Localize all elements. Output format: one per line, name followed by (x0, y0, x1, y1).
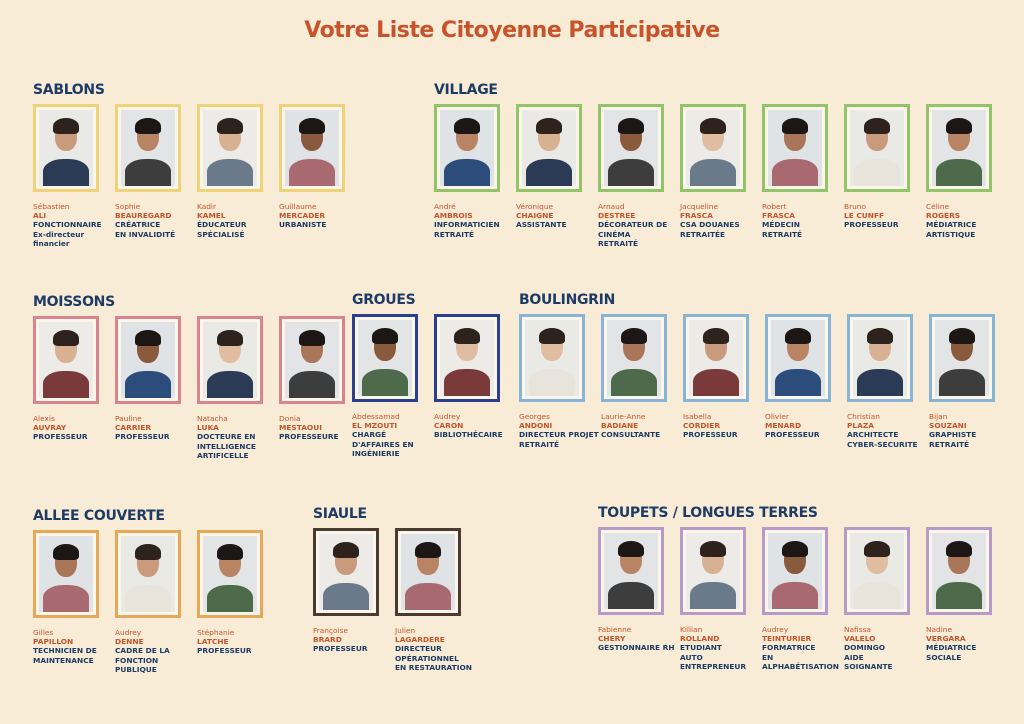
photo-frame (598, 527, 664, 615)
candidate-info (115, 414, 197, 442)
candidate-info (929, 412, 1011, 449)
occupation-line: ÉDUCATEUR (197, 220, 247, 230)
candidate-card (680, 104, 762, 248)
section-siaule (313, 506, 477, 672)
candidate-photo (285, 322, 339, 398)
candidate-photo (319, 534, 373, 610)
photo-frame (115, 530, 181, 618)
candidate-info (313, 626, 395, 654)
people-row (434, 104, 1008, 248)
candidate-photo (440, 110, 494, 186)
page-title: Votre Liste Citoyenne Participative (304, 18, 720, 43)
photo-frame (929, 314, 995, 402)
section-title: SABLONS (33, 82, 105, 98)
occupation-line: INGÉNIERIE (352, 448, 400, 458)
occupation-line: PROFESSEUR (844, 220, 899, 230)
occupation-line: financier (33, 238, 70, 248)
photo-frame (197, 530, 263, 618)
last-name: AMBROIS (434, 211, 473, 221)
photo-frame (352, 314, 418, 402)
occupation-line: URBANISTE (279, 220, 327, 230)
candidate-card (601, 314, 683, 449)
occupation-line: MÉDECIN (762, 220, 800, 230)
occupation-line: PROFESSEURE (279, 432, 339, 442)
photo-frame (765, 314, 831, 402)
first-name: Françoise (313, 626, 349, 635)
photo-frame (197, 316, 263, 404)
candidate-photo (850, 110, 904, 186)
occupation-line: AIDE (844, 652, 864, 662)
candidate-photo (203, 536, 257, 612)
candidate-info (680, 202, 762, 239)
occupation-line: INTELLIGENCE (197, 441, 256, 451)
photo-frame (926, 527, 992, 615)
occupation-line: RETRAITÉ (598, 238, 639, 248)
last-name: ROGERS (926, 211, 961, 221)
candidate-info (197, 202, 279, 239)
occupation-line: MÉDIATRICE (926, 643, 977, 653)
candidate-info (762, 202, 844, 239)
section-moissons (33, 294, 361, 460)
last-name: ALI (33, 211, 47, 221)
first-name: Guillaume (279, 202, 317, 211)
candidate-info (197, 628, 279, 656)
section-title: GROUES (352, 292, 416, 308)
section-title: VILLAGE (434, 82, 498, 98)
candidate-card (680, 527, 762, 671)
occupation-line: CRÉATRICE (115, 220, 161, 230)
candidate-info (683, 412, 765, 440)
candidate-card (926, 104, 1008, 248)
candidate-info (601, 412, 683, 440)
section-sablons (33, 82, 361, 248)
occupation-line: FORMATRICE (762, 643, 816, 653)
photo-frame (279, 104, 345, 192)
candidate-photo (607, 320, 661, 396)
first-name: Robert (762, 202, 787, 211)
occupation-line: GRAPHISTE (929, 430, 977, 440)
last-name: KAMEL (197, 211, 226, 221)
candidate-info (33, 202, 115, 248)
last-name: BADIANE (601, 421, 639, 431)
candidate-photo (440, 320, 494, 396)
occupation-line: ALPHABÉTISATION (762, 661, 839, 671)
candidate-info (434, 412, 516, 440)
candidate-info (765, 412, 847, 440)
candidate-card (762, 104, 844, 248)
occupation-line: FONCTIONNAIRE (33, 220, 102, 230)
last-name: ROLLAND (680, 634, 720, 644)
people-row (519, 314, 1011, 449)
last-name: FRASCA (680, 211, 713, 221)
first-name: Kadir (197, 202, 217, 211)
last-name: VERGARA (926, 634, 966, 644)
candidate-photo (853, 320, 907, 396)
occupation-line: CYBER-SECURITE (847, 439, 918, 449)
people-row (598, 527, 1008, 671)
photo-frame (516, 104, 582, 192)
candidate-card (847, 314, 929, 449)
photo-frame (683, 314, 749, 402)
first-name: Julien (395, 626, 416, 635)
photo-frame (844, 104, 910, 192)
first-name: Jacqueline (680, 202, 719, 211)
candidate-card (434, 104, 516, 248)
photo-frame (33, 530, 99, 618)
people-row (313, 528, 477, 672)
last-name: LAGARDERE (395, 635, 445, 645)
candidate-card (598, 527, 680, 671)
first-name: Stéphanie (197, 628, 235, 637)
section-groues (352, 292, 516, 458)
candidate-photo (522, 110, 576, 186)
first-name: Audrey (762, 625, 789, 634)
occupation-line: PROFESSEUR (313, 644, 368, 654)
occupation-line: ETUDIANT (680, 643, 722, 653)
candidate-card (516, 104, 598, 248)
occupation-line: EN RESTAURATION (395, 662, 472, 672)
last-name: LE CUNFF (844, 211, 885, 221)
candidate-info (33, 628, 115, 665)
occupation-line: EN INVALIDITÉ (115, 229, 176, 239)
occupation-line: ARCHITECTE (847, 430, 899, 440)
candidate-photo (686, 110, 740, 186)
candidate-card (765, 314, 847, 449)
last-name: SOUZANI (929, 421, 967, 431)
first-name: Nadine (926, 625, 953, 634)
photo-frame (115, 316, 181, 404)
occupation-line: RETRAITÉE (680, 229, 726, 239)
candidate-info (434, 202, 516, 239)
occupation-line: AUTO (680, 652, 703, 662)
occupation-line: FONCTION (115, 655, 159, 665)
candidate-card (115, 104, 197, 248)
candidate-info (598, 202, 680, 248)
occupation-line: DOCTEURE EN (197, 432, 256, 442)
occupation-line: CINÉMA (598, 229, 631, 239)
last-name: BRARD (313, 635, 342, 645)
candidate-card (434, 314, 516, 458)
first-name: Abdessamad (352, 412, 400, 421)
candidate-photo (686, 533, 740, 609)
occupation-line: ARTIFICELLE (197, 450, 249, 460)
occupation-line: ARTISTIQUE (926, 229, 976, 239)
last-name: PLAZA (847, 421, 874, 431)
first-name: André (434, 202, 456, 211)
candidate-info (33, 414, 115, 442)
candidate-photo (932, 110, 986, 186)
last-name: LUKA (197, 423, 219, 433)
occupation-line: MAINTENANCE (33, 655, 94, 665)
candidate-info (847, 412, 929, 449)
occupation-line: CSA DOUANES (680, 220, 740, 230)
occupation-line: PROFESSEUR (33, 432, 88, 442)
last-name: EL MZOUTI (352, 421, 398, 431)
candidate-info (352, 412, 434, 458)
candidate-photo (121, 536, 175, 612)
section-title: BOULINGRIN (519, 292, 615, 308)
candidate-photo (771, 320, 825, 396)
occupation-line: EN (762, 652, 774, 662)
first-name: Natacha (197, 414, 228, 423)
last-name: DESTREE (598, 211, 636, 221)
candidate-photo (604, 110, 658, 186)
candidate-info (926, 202, 1008, 239)
candidate-photo (689, 320, 743, 396)
candidate-photo (39, 322, 93, 398)
occupation-line: DIRECTEUR (395, 644, 442, 654)
photo-frame (115, 104, 181, 192)
last-name: CARRIER (115, 423, 152, 433)
section-boulingrin (519, 292, 1011, 449)
last-name: MESTAOUI (279, 423, 322, 433)
candidate-card (33, 530, 115, 674)
candidate-card (519, 314, 601, 449)
photo-frame (847, 314, 913, 402)
first-name: Audrey (434, 412, 461, 421)
first-name: Donia (279, 414, 301, 423)
people-row (33, 316, 361, 460)
occupation-line: PROFESSEUR (115, 432, 170, 442)
candidate-card (598, 104, 680, 248)
first-name: Georges (519, 412, 550, 421)
candidate-photo (358, 320, 412, 396)
photo-frame (434, 314, 500, 402)
last-name: CHAIGNE (516, 211, 554, 221)
candidate-photo (121, 322, 175, 398)
candidate-photo (203, 322, 257, 398)
occupation-line: GESTIONNAIRE RH (598, 643, 675, 653)
occupation-line: CHARGÉ (352, 430, 387, 440)
last-name: DENNE (115, 637, 144, 647)
first-name: Fabienne (598, 625, 632, 634)
occupation-line: Ex-directeur (33, 229, 85, 239)
candidate-photo (604, 533, 658, 609)
last-name: ANDONI (519, 421, 553, 431)
occupation-line: SOCIALE (926, 652, 962, 662)
occupation-line: TECHNICIEN DE (33, 646, 97, 656)
first-name: Arnaud (598, 202, 625, 211)
first-name: Sophie (115, 202, 141, 211)
candidate-card (33, 104, 115, 248)
candidate-card (115, 530, 197, 674)
candidate-photo (39, 110, 93, 186)
candidate-photo (203, 110, 257, 186)
people-row (33, 104, 361, 248)
candidate-card (929, 314, 1011, 449)
last-name: CHERY (598, 634, 626, 644)
candidate-card (197, 104, 279, 248)
last-name: CORDIER (683, 421, 721, 431)
candidate-photo (39, 536, 93, 612)
candidate-info (926, 625, 1008, 662)
candidate-info (279, 202, 361, 230)
first-name: Bijan (929, 412, 948, 421)
candidate-photo (935, 320, 989, 396)
candidate-photo (525, 320, 579, 396)
photo-frame (598, 104, 664, 192)
candidate-info (762, 625, 844, 671)
occupation-line: PROFESSEUR (683, 430, 738, 440)
photo-frame (33, 316, 99, 404)
candidate-card (395, 528, 477, 672)
photo-frame (926, 104, 992, 192)
occupation-line: RETRAITÉ (434, 229, 475, 239)
first-name: Véronique (516, 202, 554, 211)
first-name: Laurie-Anne (601, 412, 646, 421)
occupation-line: SOIGNANTE (844, 661, 893, 671)
candidate-info (598, 625, 680, 653)
candidate-card (313, 528, 395, 672)
candidate-photo (401, 534, 455, 610)
first-name: Olivier (765, 412, 789, 421)
section-title: ALLEE COUVERTE (33, 508, 165, 524)
candidate-card (844, 104, 926, 248)
candidate-info (844, 625, 926, 671)
occupation-line: RETRAITÉ (519, 439, 560, 449)
section-title: SIAULE (313, 506, 367, 522)
candidate-card (197, 316, 279, 460)
photo-frame (762, 527, 828, 615)
occupation-line: PROFESSEUR (197, 646, 252, 656)
photo-frame (33, 104, 99, 192)
candidate-info (844, 202, 926, 230)
photo-frame (680, 104, 746, 192)
last-name: MERCADER (279, 211, 326, 221)
section-title: TOUPETS / LONGUES TERRES (598, 505, 818, 521)
last-name: PAPILLON (33, 637, 74, 647)
occupation-line: RETRAITÉ (929, 439, 970, 449)
photo-frame (601, 314, 667, 402)
first-name: Sébastien (33, 202, 70, 211)
occupation-line: RETRAITÉ (762, 229, 803, 239)
occupation-line: SPÉCIALISÉ (197, 229, 245, 239)
section-title: MOISSONS (33, 294, 115, 310)
candidate-card (762, 527, 844, 671)
section-toupets-longues-terres (598, 505, 1008, 671)
occupation-line: CADRE DE LA (115, 646, 170, 656)
photo-frame (762, 104, 828, 192)
people-row (352, 314, 516, 458)
first-name: Pauline (115, 414, 142, 423)
candidate-photo (932, 533, 986, 609)
first-name: Alexis (33, 414, 55, 423)
last-name: FRASCA (762, 211, 795, 221)
candidate-info (680, 625, 762, 671)
last-name: BEAUREGARD (115, 211, 172, 221)
last-name: CARON (434, 421, 464, 431)
photo-frame (313, 528, 379, 616)
first-name: Céline (926, 202, 950, 211)
occupation-line: CONSULTANTE (601, 430, 661, 440)
occupation-line: DÉCORATEUR DE (598, 220, 668, 230)
candidate-photo (768, 110, 822, 186)
candidate-card (844, 527, 926, 671)
photo-frame (279, 316, 345, 404)
candidate-info (279, 414, 361, 442)
first-name: Nafissa (844, 625, 871, 634)
first-name: Gilles (33, 628, 54, 637)
last-name: AUVRAY (33, 423, 67, 433)
occupation-line: D'AFFAIRES EN (352, 439, 414, 449)
occupation-line: DOMINGO (844, 643, 886, 653)
candidate-info (519, 412, 601, 449)
first-name: Audrey (115, 628, 142, 637)
candidate-photo (850, 533, 904, 609)
occupation-line: OPÉRATIONNEL (395, 653, 459, 663)
candidate-card (683, 314, 765, 449)
candidate-info (115, 202, 197, 239)
occupation-line: BIBLIOTHÉCAIRE (434, 430, 503, 440)
candidate-card (115, 316, 197, 460)
candidate-card (279, 316, 361, 460)
candidate-photo (768, 533, 822, 609)
candidate-card (33, 316, 115, 460)
photo-frame (197, 104, 263, 192)
section-allee-couverte (33, 508, 279, 674)
last-name: VALELO (844, 634, 876, 644)
photo-frame (519, 314, 585, 402)
occupation-line: INFORMATICIEN (434, 220, 500, 230)
photo-frame (844, 527, 910, 615)
photo-frame (395, 528, 461, 616)
candidate-info (395, 626, 477, 672)
photo-frame (434, 104, 500, 192)
first-name: Killian (680, 625, 703, 634)
occupation-line: PUBLIQUE (115, 664, 157, 674)
people-row (33, 530, 279, 674)
candidate-card (926, 527, 1008, 671)
candidate-info (516, 202, 598, 230)
photo-frame (680, 527, 746, 615)
first-name: Bruno (844, 202, 866, 211)
candidate-card (279, 104, 361, 248)
last-name: TEINTURIER (762, 634, 812, 644)
occupation-line: DIRECTEUR PROJET (519, 430, 599, 440)
last-name: MENARD (765, 421, 802, 431)
candidate-card (197, 530, 279, 674)
candidate-photo (121, 110, 175, 186)
occupation-line: MÉDIATRICE (926, 220, 977, 230)
candidate-info (197, 414, 279, 460)
occupation-line: ENTREPRENEUR (680, 661, 747, 671)
occupation-line: PROFESSEUR (765, 430, 820, 440)
last-name: LATCHE (197, 637, 229, 647)
candidate-photo (285, 110, 339, 186)
first-name: Christian (847, 412, 880, 421)
section-village (434, 82, 1008, 248)
occupation-line: ASSISTANTE (516, 220, 567, 230)
candidate-card (352, 314, 434, 458)
candidate-info (115, 628, 197, 674)
first-name: Isabella (683, 412, 712, 421)
